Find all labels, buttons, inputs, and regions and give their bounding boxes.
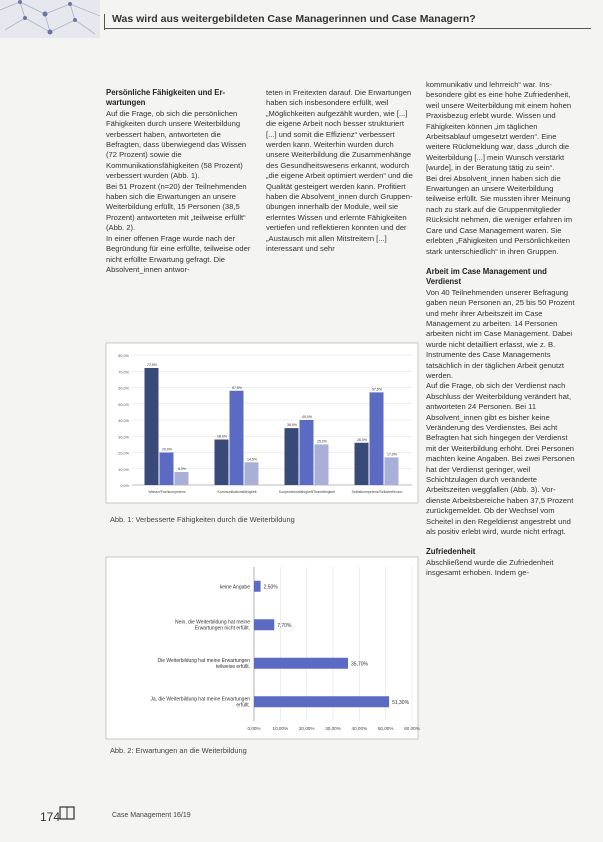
- data-label: 14,5%: [247, 457, 257, 462]
- page-header-title: Was wird aus weitergebildeten Case Managerinnen und Case Managern?: [112, 13, 476, 25]
- journal-name: Case Management 16/19: [112, 812, 191, 819]
- paragraph: Bei drei Absolvent_innen haben sich die Erwartungen an unsere Weiterbildung teilweise erfüllt. Sie mussten ihrer Meinung nach zu stark auf die Gruppenmitglieder Rücksicht nehmen, die weniger erfahren im Care und Case Management waren. Sie erlebten „Fähigkeiten und Persönlichkeiten stark unterschiedlich“ in ihren Gruppen.: [426, 173, 573, 256]
- bar: [145, 368, 159, 485]
- y-tick-label: 30,0%: [118, 435, 129, 440]
- bar: [254, 658, 348, 669]
- bar: [245, 462, 259, 485]
- y-tick-label: 70,0%: [118, 370, 129, 375]
- figure-2-caption: Abb. 2: Erwartungen an die Weiterbildung: [110, 746, 247, 755]
- x-tick-label: 0,00%: [247, 726, 261, 731]
- paragraph: Auf die Frage, ob sich die persönlichen Fähigkeiten durch unsere Weiterbildung verbessert haben, antworteten die Befragten, dass überwiegend das Wissen (72 Prozent) sowie die Kommunikationsfähigkeiten (58 Prozent) verbessert wurden (Abb. 1).: [106, 108, 247, 181]
- y-tick-label: 10,0%: [118, 467, 129, 472]
- x-tick-label: Wissen/Fachkompetenz: [148, 490, 186, 494]
- bar: [230, 391, 244, 485]
- paragraph: Auf die Frage, ob sich der Verdienst nach Abschluss der Weiterbildung verändert hat, antworteten 24 Personen. Bei 11 Absolvent_innen gibt es bisher keine Veränderung des Verdienstes. Bei acht Befragten hat sich hingegen der Verdienst mit der Weiterbildung erhöht. Drei Personen machten keine Angaben. Bei zwei Personen hat der Verdienst geringer, weil Schichtzulagen durch veränderte Arbeitszeiten weggfallen (Abb. 3). Vordienste Arbeitsbereiche haben 37,5 Prozent zurückgemeldet. Ob der Wechsel vom Scheitel in den Regeldienst angestrebt und als positiv erlebt wird, wurde nicht erfragt.: [426, 381, 575, 537]
- x-tick-label: 40,00%: [351, 726, 368, 731]
- x-tick-label: Kooperationsfähigkeit/Teamfähigkeit: [278, 490, 336, 494]
- y-tick-label: 50,0%: [118, 402, 129, 407]
- x-tick-label: 60,00%: [404, 726, 420, 731]
- text-column-1: [106, 88, 256, 275]
- paragraph: teten in Freitexten darauf. Die Erwartungen haben sich insbesondere erfüllt, weil „Möglichkeiten aufgezählt wurden, wie [...] die eigene Arbeit noch besser strukturiert [...] und somit die Effizienz“ verbessert werden kann. Weiterhin wurden durch unsere Weiterbildung die Zusammenhänge des Gesundheitswesens erkannt, wodurch „die eigene Arbeit optimiert werden“ und die Qualität gesteigert werden kann. Profitiert haben die Absolvent_innen durch Gruppenübungen innerhalb der Module, weil sie erlerntes Wissen und erlernte Fähigkeiten vertiefen und reflektieren konnten und der „Austausch mit allen Mitstreitern [...] interessant und sehr: [266, 88, 413, 254]
- page-number: 174: [40, 810, 61, 824]
- data-label: 57,5%: [232, 385, 242, 390]
- data-label: 35,0%: [287, 423, 297, 428]
- section-heading: Arbeit im Case Management und Verdienst: [426, 266, 547, 287]
- category-label: keine Angabe: [219, 584, 250, 591]
- corner-decoration: [0, 0, 100, 38]
- book-icon: [58, 805, 76, 821]
- figure-1-caption: Abb. 1: Verbesserte Fähigkeiten durch die Weiterbildung: [110, 515, 295, 524]
- text-column-3: [426, 80, 576, 579]
- bar: [370, 392, 384, 485]
- x-tick-label: 10,00%: [272, 726, 289, 731]
- x-tick-label: 30,00%: [325, 726, 341, 731]
- y-tick-label: 20,0%: [118, 451, 129, 456]
- y-tick-label: 40,0%: [118, 419, 129, 423]
- bar: [355, 443, 369, 485]
- value-label: 51,30%: [392, 699, 410, 706]
- text-column-2: [266, 88, 416, 255]
- paragraph: Von 40 Teilnehmenden unserer Befragung gaben neun Personen an, 25 bis 50 Prozent und mehr ihrer Arbeitszeit im Case Management zu arbeiten. 14 Personen arbeiten nicht im Case Management. Dabei wurde nicht detailliert erfasst, wie z. B. Instrumente des Case Managements tatsächlich in der täglichen Arbeit genutzt werden.: [426, 287, 575, 380]
- chart-frame: [106, 557, 418, 739]
- paragraph: kommunikativ und lehrreich“ war. Insbesondere gibt es eine hohe Zufriedenheit, weil unsere Weiterbildung mit einem hohen Praxisbezug erlebt wurde. Wissen und Fähigkeiten können „im täglichen Arbeitsablauf umgesetzt werden“. Eine weitere Rückmeldung war, dass „durch die Weiterbildung [...] mein Wunsch verstärkt [wurde], in der Beratung tätig zu sein“.: [426, 80, 572, 173]
- data-label: 26,0%: [357, 437, 367, 442]
- data-label: 17,0%: [387, 452, 397, 457]
- bar: [175, 472, 189, 485]
- data-label: 57,5%: [372, 387, 382, 392]
- bar: [215, 440, 229, 486]
- category-label: Die Weiterbildung hat meine Erwartungen teilweise erfüllt.: [157, 657, 250, 670]
- paragraph: In einer offenen Frage wurde nach der Begründung für eine erfüllte, teilweise oder nicht erfüllte Erwartung gefragt. Die Absolvent_innen antwor-: [106, 233, 251, 274]
- y-tick-label: 0,0%: [120, 484, 129, 488]
- paragraph: Bei 51 Prozent (n=20) der Teilnehmenden haben sich die Erwartungen an unsere Weiterbildung erfüllt, 15 Personen (38,5 Prozent) antworteten mit „teilweise erfüllt“ (Abb. 2).: [106, 181, 247, 233]
- data-label: 40,0%: [302, 415, 312, 419]
- figure-1-chart: [106, 343, 418, 503]
- data-label: 20,0%: [162, 447, 172, 452]
- bar: [254, 581, 261, 592]
- section-heading: Zufriedenheit: [426, 547, 476, 557]
- section-heading: Persönliche Fähigkeiten und Erwartungen: [106, 88, 226, 108]
- bar: [385, 457, 399, 485]
- value-label: 2,50%: [263, 584, 278, 591]
- y-tick-label: 80,0%: [118, 354, 129, 358]
- bar: [254, 696, 389, 707]
- bar: [300, 420, 314, 485]
- value-label: 7,70%: [277, 622, 292, 629]
- header-rule: [104, 28, 591, 29]
- bar: [315, 444, 329, 485]
- data-label: 25,0%: [317, 439, 327, 444]
- category-label: Nein, die Weiterbildung hat meine Erwartungen nicht erfüllt.: [175, 619, 250, 632]
- figure-2-chart: [106, 557, 418, 739]
- x-tick-label: Selbstkompetenz/Selbstreflexion: [351, 490, 403, 494]
- bar: [285, 428, 299, 485]
- category-label: Ja, die Weiterbildung hat meine Erwartungen erfüllt.: [150, 696, 250, 709]
- bar: [254, 619, 274, 630]
- x-tick-label: Kommunikationsfähigkeit: [217, 490, 257, 494]
- x-tick-label: 20,00%: [298, 726, 315, 731]
- data-label: 72,5%: [147, 363, 157, 367]
- x-tick-label: 50,00%: [377, 726, 394, 731]
- paragraph: Abschließend wurde die Zufriedenheit insgesamt erhoben. Indem ge-: [426, 557, 554, 578]
- data-label: 8,0%: [178, 467, 186, 471]
- bar: [160, 453, 174, 486]
- y-tick-label: 60,0%: [118, 386, 129, 391]
- value-label: 35,70%: [351, 661, 368, 668]
- data-label: 28,0%: [217, 434, 227, 439]
